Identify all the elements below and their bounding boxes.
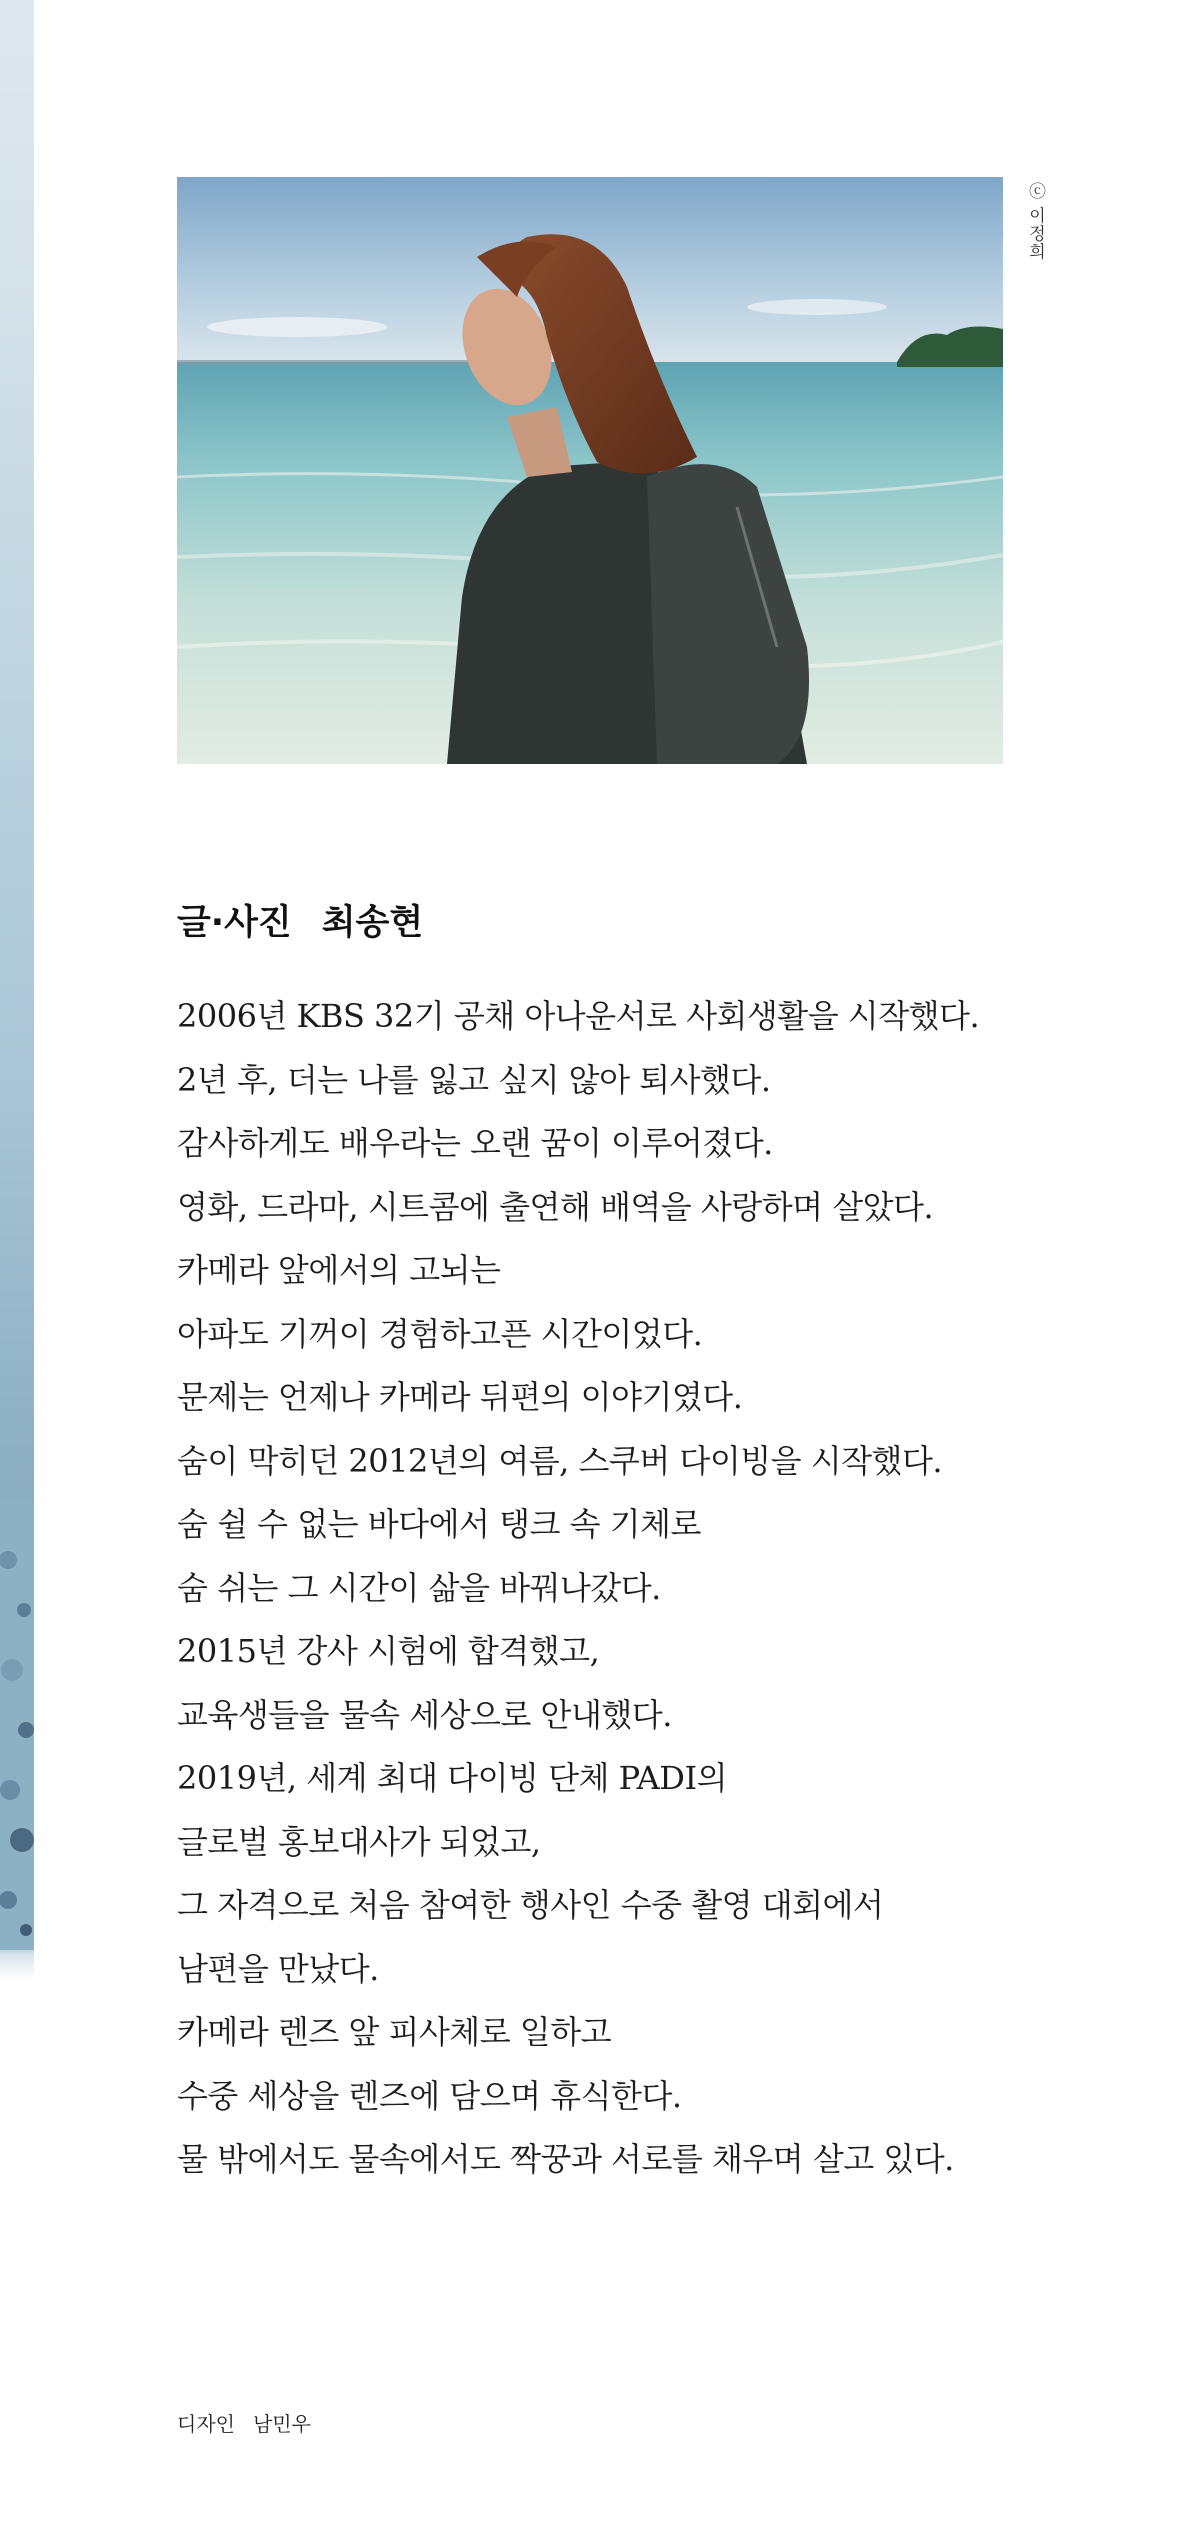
designer-credit	[177, 2408, 311, 2437]
bio-line: 숨 쉴 수 없는 바다에서 탱크 속 기체로	[177, 1505, 701, 1543]
bio-line: 영화, 드라마, 시트콤에 출연해 배역을 사랑하며 살았다.	[177, 1187, 934, 1226]
bio-line: 카메라 앞에서의 고뇌는	[177, 1251, 501, 1289]
designer-name: 남민우	[252, 2412, 311, 2436]
bio-line: 그 자격으로 처음 참여한 행사인 수중 촬영 대회에서	[177, 1886, 884, 1924]
bio-line: 숨 쉬는 그 시간이 삶을 바꿔나갔다.	[177, 1568, 661, 1607]
designer-label: 디자인	[177, 2412, 235, 2436]
bio-line: 글로벌 홍보대사가 되었고,	[177, 1822, 541, 1861]
bio-line: 교육생들을 물속 세상으로 안내했다.	[177, 1695, 672, 1734]
beach-portrait-image	[177, 177, 1003, 764]
bio-line: 수중 세상을 렌즈에 담으며 휴식한다.	[177, 2076, 682, 2115]
author-byline	[177, 895, 423, 945]
bio-line: 숨이 막히던 2012년의 여름, 스쿠버 다이빙을 시작했다.	[177, 1441, 943, 1480]
cover-edge-strip	[0, 0, 34, 2539]
author-bio	[177, 996, 1037, 2203]
author-photo	[177, 177, 1003, 764]
bio-line: 문제는 언제나 카메라 뒤편의 이야기였다.	[177, 1378, 743, 1416]
photo-credit: ⓒ 이정희	[1025, 182, 1045, 261]
author-name: 최송현	[321, 903, 424, 943]
coral-texture	[0, 1500, 34, 1950]
bio-line: 2006년 KBS 32기 공채 아나운서로 사회생활을 시작했다.	[177, 997, 980, 1035]
author-role-label: 글·사진	[177, 903, 292, 943]
bio-line: 아파도 기꺼이 경험하고픈 시간이었다.	[177, 1314, 703, 1353]
bio-line: 남편을 만났다.	[177, 1949, 379, 1988]
bio-line: 물 밖에서도 물속에서도 짝꿍과 서로를 채우며 살고 있다.	[177, 2140, 954, 2178]
bio-line: 2019년, 세계 최대 다이빙 단체 PADI의	[177, 1759, 728, 1797]
bio-line: 감사하게도 배우라는 오랜 꿈이 이루어졌다.	[177, 1124, 773, 1162]
bio-line: 카메라 렌즈 앞 피사체로 일하고	[177, 2013, 612, 2051]
bio-line: 2년 후, 더는 나를 잃고 싶지 않아 퇴사했다.	[177, 1060, 771, 1099]
bio-line: 2015년 강사 시험에 합격했고,	[177, 1632, 600, 1670]
